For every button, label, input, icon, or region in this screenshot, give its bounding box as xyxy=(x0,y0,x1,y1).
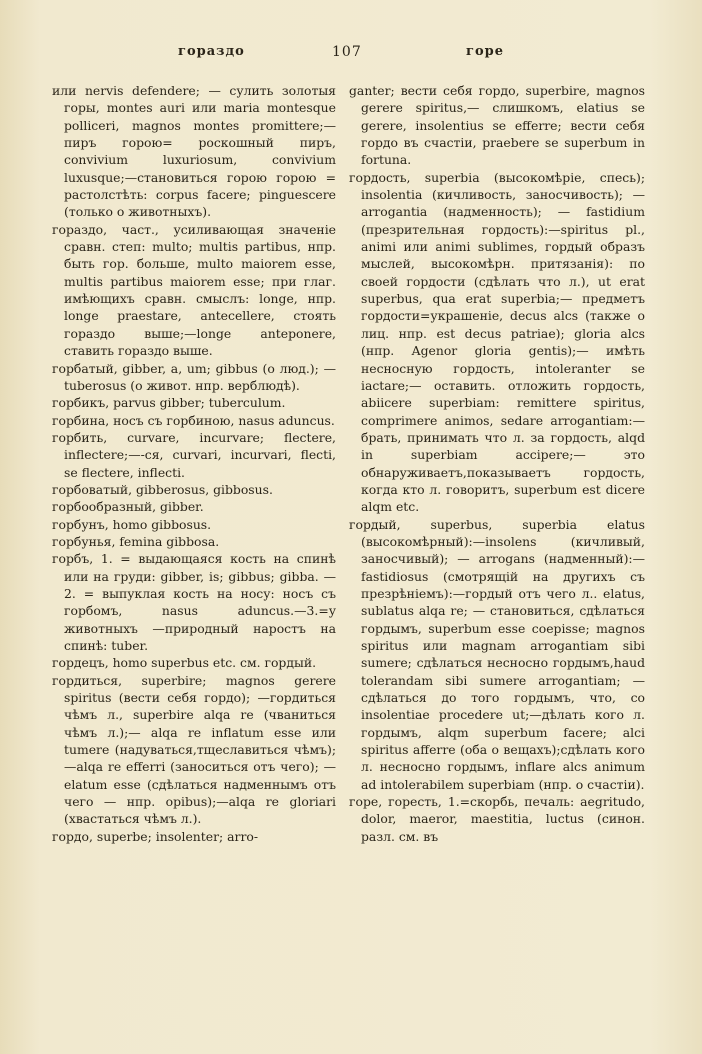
dictionary-entry: гордиться, superbire; magnos gerere spiritus (вести себя гордо); —гордиться чѣмъ л., superbire alqa re (чваниться чѣмъ л.);— alqa re inflatum esse или tumere (надуваться,тщеславиться чѣмъ); —alqa re efferri (заноситься отъ чего); — elatum esse (сдѣлаться надменнымъ отъ чего — нпр. opibus);—alqa re gloriari (хвастаться чѣмъ л.). xyxy=(52,672,336,827)
dictionary-entry: гордо, superbe; insolenter; arro- xyxy=(52,828,259,844)
dictionary-entry: горбина, носъ съ горбиною, nasus aduncus. xyxy=(52,412,335,428)
dictionary-entry: горбунья, femina gibbosa. xyxy=(52,533,220,549)
header-right-guide-word: горе xyxy=(466,44,504,59)
dictionary-entry: горбъ, 1. = выдающаяся кость на спинѣ или на груди: gibber, is; gibbus; gibba. — 2. = выпуклая кость на носу: носъ съ горбомъ, nasus aduncus.—3.=у животныхъ —природный наростъ на спинѣ: tuber. xyxy=(52,551,336,653)
dictionary-entry: гордый, superbus, superbia elatus (высокомѣрный):—insolens (кичливый, заносчивый); — arrogans (надменный):—fastidiosus (смотрящiй на другихъ съ презрѣнiемъ):—гордый отъ чего л.. elatus, sublatus alqa re; — становиться, сдѣлаться гордымъ, superbum esse coepisse; magnos spiritus или magnam arrogantiam sibi sumere; сдѣлаться несносно гордымъ,haud tolerandam sibi sumere arrogantiam; — сдѣлаться до того гордымъ, что, со insolentiae procedere ut;—дѣлать кого л. гордымъ, alqm superbum facere; alci spiritus afferre (оба о вещахъ);сдѣлать кого л. несносно гордымъ, inflare alcs animum ad intolerabilem superbiam (нпр. о счастiи). xyxy=(349,516,645,792)
dictionary-entry: горбоватый, gibberosus, gibbosus. xyxy=(52,481,273,497)
running-header xyxy=(0,44,702,66)
dictionary-entry: горе, горесть, 1.=скорбь, печаль: aegritudo, dolor, maeror, maestitia, luctus (синон. разл. см. въ xyxy=(349,794,645,844)
dictionary-entry: гордость, superbia (высокомѣрiе, спесь); insolentia (кичливость, заносчивость); — arrogantia (надменность); — fastidium (презрительная гордость):—spiritus pl., animi или animi sublimes, гордый образъ мыслей, высокомѣрн. притязанiя): по своей гордости (сдѣлать что л.), ut erat superbus, qua erat superbia;— предметъ гордости=украшенiе, decus alcs (также о лиц. нпр. est decus patriae); gloria alcs (нпр. Agenor gloria gentis);— имѣть несносную гордость, intoleranter se iactare;— оставить. отложить гордость, abiicere superbiam: remittere spiritus, comprimere animos, sedare arrogantiam:—брать, принимать что л. за гордость, alqd in superbiam accipere;— это обнаруживаетъ,показываетъ гордость, когда кто л. говоритъ, superbum est dicere alqm etc. xyxy=(349,169,645,515)
dictionary-entry: горбить, curvare, incurvare; flectere, inflectere;—-ся, curvari, incurvari, flecti, se flectere, inflecti. xyxy=(52,429,336,480)
left-column xyxy=(52,82,336,845)
dictionary-entry: или nervis defendere; — сулить золотыя горы, montes auri или maria montesque polliceri, magnos montes promittere;—пиръ горою= роскошный пиръ, convivium luxuriosum, convivium luxusque;—становиться горою горою = растолстѣть: corpus facere; pinguescere (только о животныхъ). xyxy=(52,83,336,220)
dictionary-entry: гордецъ, homo superbus etc. см. гордый. xyxy=(52,655,317,671)
dictionary-entry: горбунъ, homo gibbosus. xyxy=(52,516,212,532)
page-number: 107 xyxy=(332,44,362,60)
dictionary-entry: горбообразный, gibber. xyxy=(52,499,204,515)
dictionary-entry: ganter; вести себя гордо, superbire, magnos gerere spiritus,— слишкомъ, elatius se gerere, insolentius se efferre; вести себя гордо въ счастiи, praebere se superbum in fortuna. xyxy=(349,83,645,168)
right-column xyxy=(349,82,645,845)
dictionary-entry: гораздо, част., усиливающая значенiе сравн. степ: multo; multis partibus, нпр. быть гор. больше, multo maiorem esse, multis partibus maiorem esse; при глаг. имѣющихъ сравн. смыслъ: longe, нпр. longe praestare, antecellere, стоять гораздо выше;—longe anteponere, ставить гораздо выше. xyxy=(52,221,336,359)
header-left-guide-word: гораздо xyxy=(178,44,245,59)
dictionary-entry: горбикъ, parvus gibber; tuberculum. xyxy=(52,395,286,411)
dictionary-entry: горбатый, gibber, a, um; gibbus (о люд.); — tuberosus (о живот. нпр. верблюдѣ). xyxy=(52,360,336,393)
